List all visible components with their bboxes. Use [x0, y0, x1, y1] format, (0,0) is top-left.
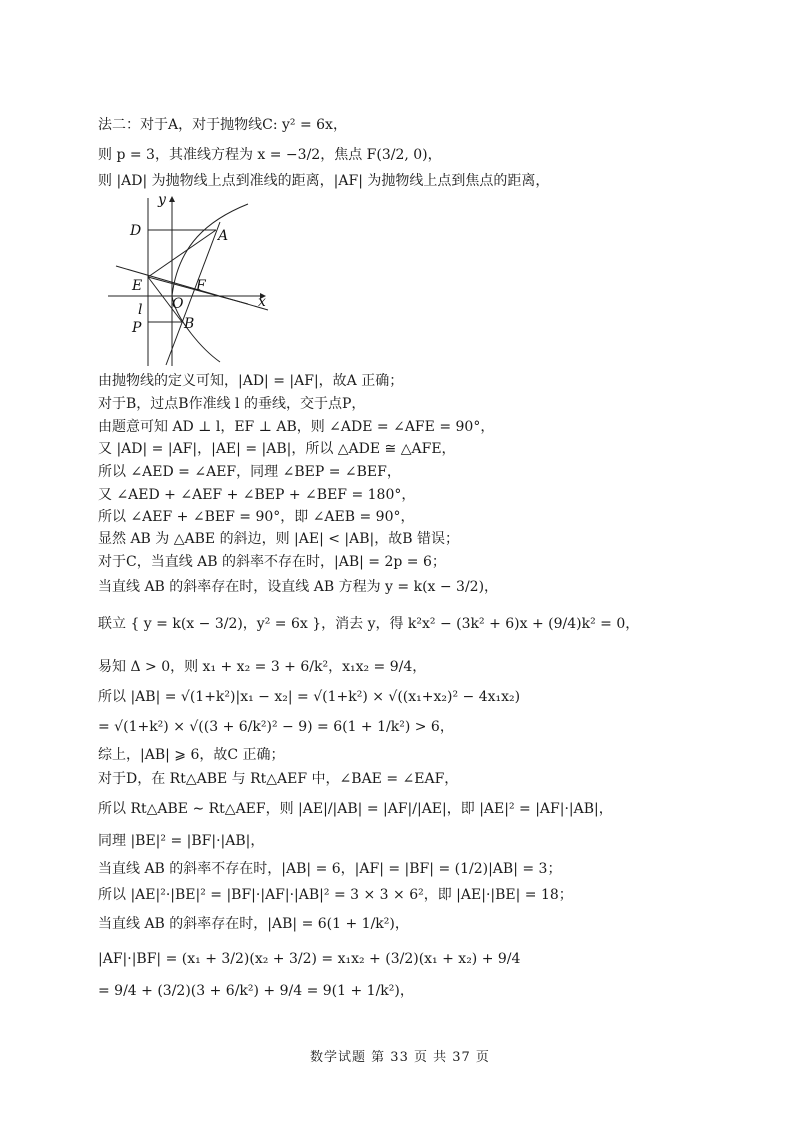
label-y: y: [158, 192, 166, 208]
text-line: 对于B，过点B作准线 l 的垂线，交于点P，: [98, 396, 366, 412]
label-b: B: [184, 316, 195, 332]
text-line: 联立 { y = k(x − 3/2)，y² = 6x }，消去 y，得 k²x² − (3k² + 6)x + (9/4)k² = 0，: [98, 616, 640, 632]
text-line: 所以 ∠AED = ∠AEF，同理 ∠BEP = ∠BEF，: [98, 464, 401, 480]
label-f: F: [196, 278, 206, 294]
parabola-curve: [172, 204, 248, 362]
y-axis-arrow: [169, 196, 175, 202]
text-line: 当直线 AB 的斜率存在时，|AB| = 6(1 + 1/k²)，: [98, 916, 409, 932]
segment-ea: [148, 230, 216, 277]
text-line: 对于C，当直线 AB 的斜率不存在时，|AB| = 2p = 6；: [98, 554, 446, 570]
label-e: E: [132, 278, 143, 294]
text-line: 综上，|AB| ⩾ 6，故C 正确；: [98, 747, 285, 763]
text-line: 当直线 AB 的斜率不存在时，|AB| = 6，|AF| = |BF| = (1/2)|AB| = 3；: [98, 861, 562, 877]
text-line: 由题意可知 AD ⊥ l，EF ⊥ AB，则 ∠ADE = ∠AFE = 90°，: [98, 419, 495, 435]
text-line: 易知 Δ > 0，则 x₁ + x₂ = 3 + 6/k²，x₁x₂ = 9/4，: [98, 659, 427, 675]
text-line: = 9/4 + (3/2)(3 + 6/k²) + 9/4 = 9(1 + 1/k²)，: [98, 983, 414, 999]
parabola-figure: [108, 190, 283, 370]
text-line: 又 |AD| = |AF|，|AE| = |AB|，所以 △ADE ≅ △AFE，: [98, 441, 456, 457]
label-d: D: [130, 223, 142, 239]
label-p: P: [132, 320, 142, 336]
label-l: l: [138, 302, 143, 318]
text-line: = √(1+k²) × √((3 + 6/k²)² − 9) = 6(1 + 1/k²) > 6，: [98, 719, 454, 735]
text-line: 同理 |BE|² = |BF|·|AB|，: [98, 833, 265, 849]
label-x: x: [258, 294, 266, 310]
text-line: 对于D，在 Rt△ABE 与 Rt△AEF 中，∠BAE = ∠EAF，: [98, 771, 459, 787]
text-line: 法二：对于A，对于抛物线C: y² = 6x，: [98, 117, 347, 133]
text-line: 所以 ∠AEF + ∠BEF = 90°，即 ∠AEB = 90°，: [98, 509, 415, 525]
text-line: 则 p = 3，其准线方程为 x = −3/2，焦点 F(3/2, 0)，: [98, 147, 442, 163]
label-a: A: [218, 228, 229, 244]
text-line: 所以 |AB| = √(1+k²)|x₁ − x₂| = √(1+k²) × √((x₁+x₂)² − 4x₁x₂): [98, 689, 521, 705]
text-line: 显然 AB 为 △ABE 的斜边，则 |AE| < |AB|，故B 错误；: [98, 531, 459, 547]
label-o: O: [172, 296, 184, 312]
text-line: 所以 |AE|²·|BE|² = |BF|·|AF|·|AB|² = 3 × 3 × 6²，即 |AE|·|BE| = 18；: [98, 887, 573, 903]
text-line: 当直线 AB 的斜率存在时，设直线 AB 方程为 y = k(x − 3/2)，: [98, 579, 499, 595]
text-line: 由抛物线的定义可知，|AD| = |AF|，故A 正确；: [98, 373, 404, 389]
text-line: 则 |AD| 为抛物线上点到准线的距离，|AF| 为抛物线上点到焦点的距离，: [98, 173, 550, 189]
text-line: 又 ∠AED + ∠AEF + ∠BEP + ∠BEF = 180°，: [98, 487, 416, 503]
text-line: |AF|·|BF| = (x₁ + 3/2)(x₂ + 3/2) = x₁x₂ + (3/2)(x₁ + x₂) + 9/4: [98, 951, 521, 967]
text-line: 所以 Rt△ABE ∼ Rt△AEF，则 |AE|/|AB| = |AF|/|AE|，即 |AE|² = |AF|·|AB|，: [98, 801, 613, 817]
page-footer: 数学试题 第 33 页 共 37 页: [310, 1050, 490, 1065]
